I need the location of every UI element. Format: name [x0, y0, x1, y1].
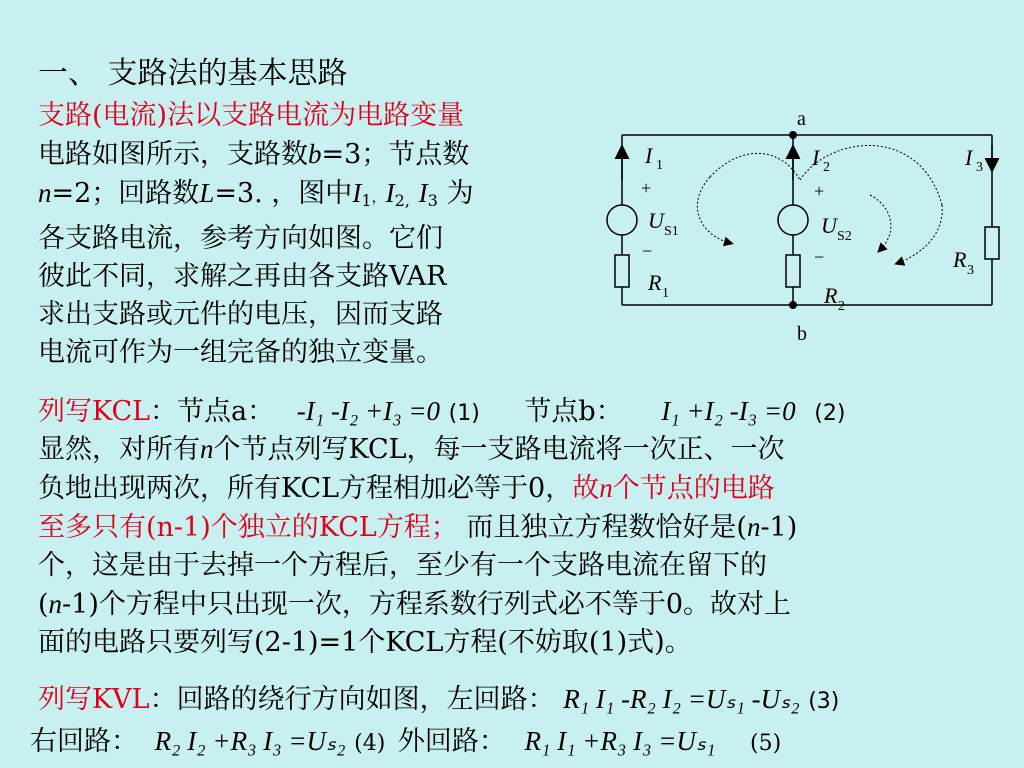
- svg-text:−: −: [642, 241, 653, 261]
- svg-text:1: 1: [662, 286, 669, 301]
- svg-text:S1: S1: [664, 224, 679, 239]
- label-i1: I: [645, 143, 653, 168]
- intro-line-2: 电路如图所示，支路数b=3；节点数: [38, 139, 470, 170]
- label-i3: I: [965, 145, 973, 170]
- outer-loop-arrow: [710, 153, 800, 180]
- svg-text:S2: S2: [837, 229, 852, 244]
- svg-text:−: −: [814, 247, 825, 267]
- svg-text:2: 2: [838, 299, 845, 314]
- intro-heading: 支路(电流)法以支路电流为电路变量: [38, 100, 465, 131]
- label-r1: R: [648, 270, 662, 295]
- equation-5: R₁ I₁ +R₃ I₃ =Uₛ₁: [524, 726, 716, 756]
- source-us2: [778, 205, 808, 235]
- left-loop-arrow: [697, 177, 730, 243]
- equation-3: R₁ I₁ -R₂ I₂ =Uₛ₁ -Uₛ₂: [563, 684, 800, 714]
- label-i2: I: [812, 145, 820, 170]
- right-loop-arrow: [870, 195, 891, 250]
- intro-line-4: 各支路电流，参考方向如图。它们: [38, 223, 443, 255]
- intro-line-3: n=2；回路数L=3. ，图中$I_1$，$I_{2,}$ $I_3$ 为: [38, 178, 474, 211]
- svg-text:+: +: [814, 181, 825, 201]
- label-us2: U: [821, 213, 837, 238]
- equation-1: -I₁ -I₂ +I₃ =0: [296, 396, 441, 426]
- svg-text:+: +: [641, 178, 652, 198]
- kvl-line-2: 右回路： R₂ I₂ +R₃ I₃ =Uₛ₂ (4) 外回路： R₁ I₁ +R₃ I₃ =Uₛ₁ (5): [30, 726, 782, 757]
- label-r2: R: [824, 283, 838, 308]
- label-us1: U: [648, 208, 664, 233]
- resistor-r1: [615, 255, 629, 287]
- svg-text:3: 3: [976, 160, 983, 175]
- node-a-label: a: [797, 108, 806, 130]
- svg-text:2: 2: [823, 160, 830, 175]
- resistor-r2: [786, 255, 800, 287]
- label-r3: R: [953, 247, 967, 272]
- intro-line-5: 彼此不同，求解之再由各支路VAR: [38, 261, 447, 293]
- outer-loop-arrow-end: [898, 205, 942, 263]
- equation-4: R₂ I₂ +R₃ I₃ =Uₛ₂: [154, 726, 346, 756]
- slide-title: 一、 支路法的基本思路: [38, 56, 348, 91]
- kcl-line: 列写KCL：节点a： -I₁ -I₂ +I₃ =0 (1) 节点b： I₁ +I₂ -I₃ =0 (2): [38, 396, 846, 427]
- intro-paragraph: [38, 97, 474, 372]
- kcl-paragraph: 显然，对所有n个节点列写KCL，每一支路电流将一次正、一次 负地出现两次，所有KCL方程相加必等于0，故n个节点的电路 至多只有(n-1)个独立的KCL方程； 而且独立方程数恰好是(n-1) 个，这是由于去掉一个方程后，至少有一个支路电流在留下的 (n-1)个方程中只出现一次，方程系数行列式必不等于0。故对上 面的电路只要列写(2-1)=1个KCL方程(不妨取(1)式)。: [38, 434, 798, 658]
- svg-text:3: 3: [967, 263, 974, 278]
- source-us1: [607, 205, 637, 235]
- node-b-dot: [789, 301, 797, 309]
- kvl-line: 列写KVL：回路的绕行方向如图，左回路： R₁ I₁ -R₂ I₂ =Uₛ₁ -Uₛ₂ (3): [38, 684, 840, 715]
- node-a-dot: [789, 131, 797, 139]
- node-b-label: b: [797, 323, 807, 345]
- equation-2: I₁ +I₂ -I₃ =0: [661, 396, 796, 426]
- circuit-diagram: [590, 105, 1010, 355]
- svg-text:1: 1: [656, 158, 663, 173]
- intro-line-7: 电流可作为一组完备的独立变量。: [38, 337, 443, 369]
- intro-line-6: 求出支路或元件的电压，因而支路: [38, 299, 443, 331]
- resistor-r3: [985, 227, 999, 259]
